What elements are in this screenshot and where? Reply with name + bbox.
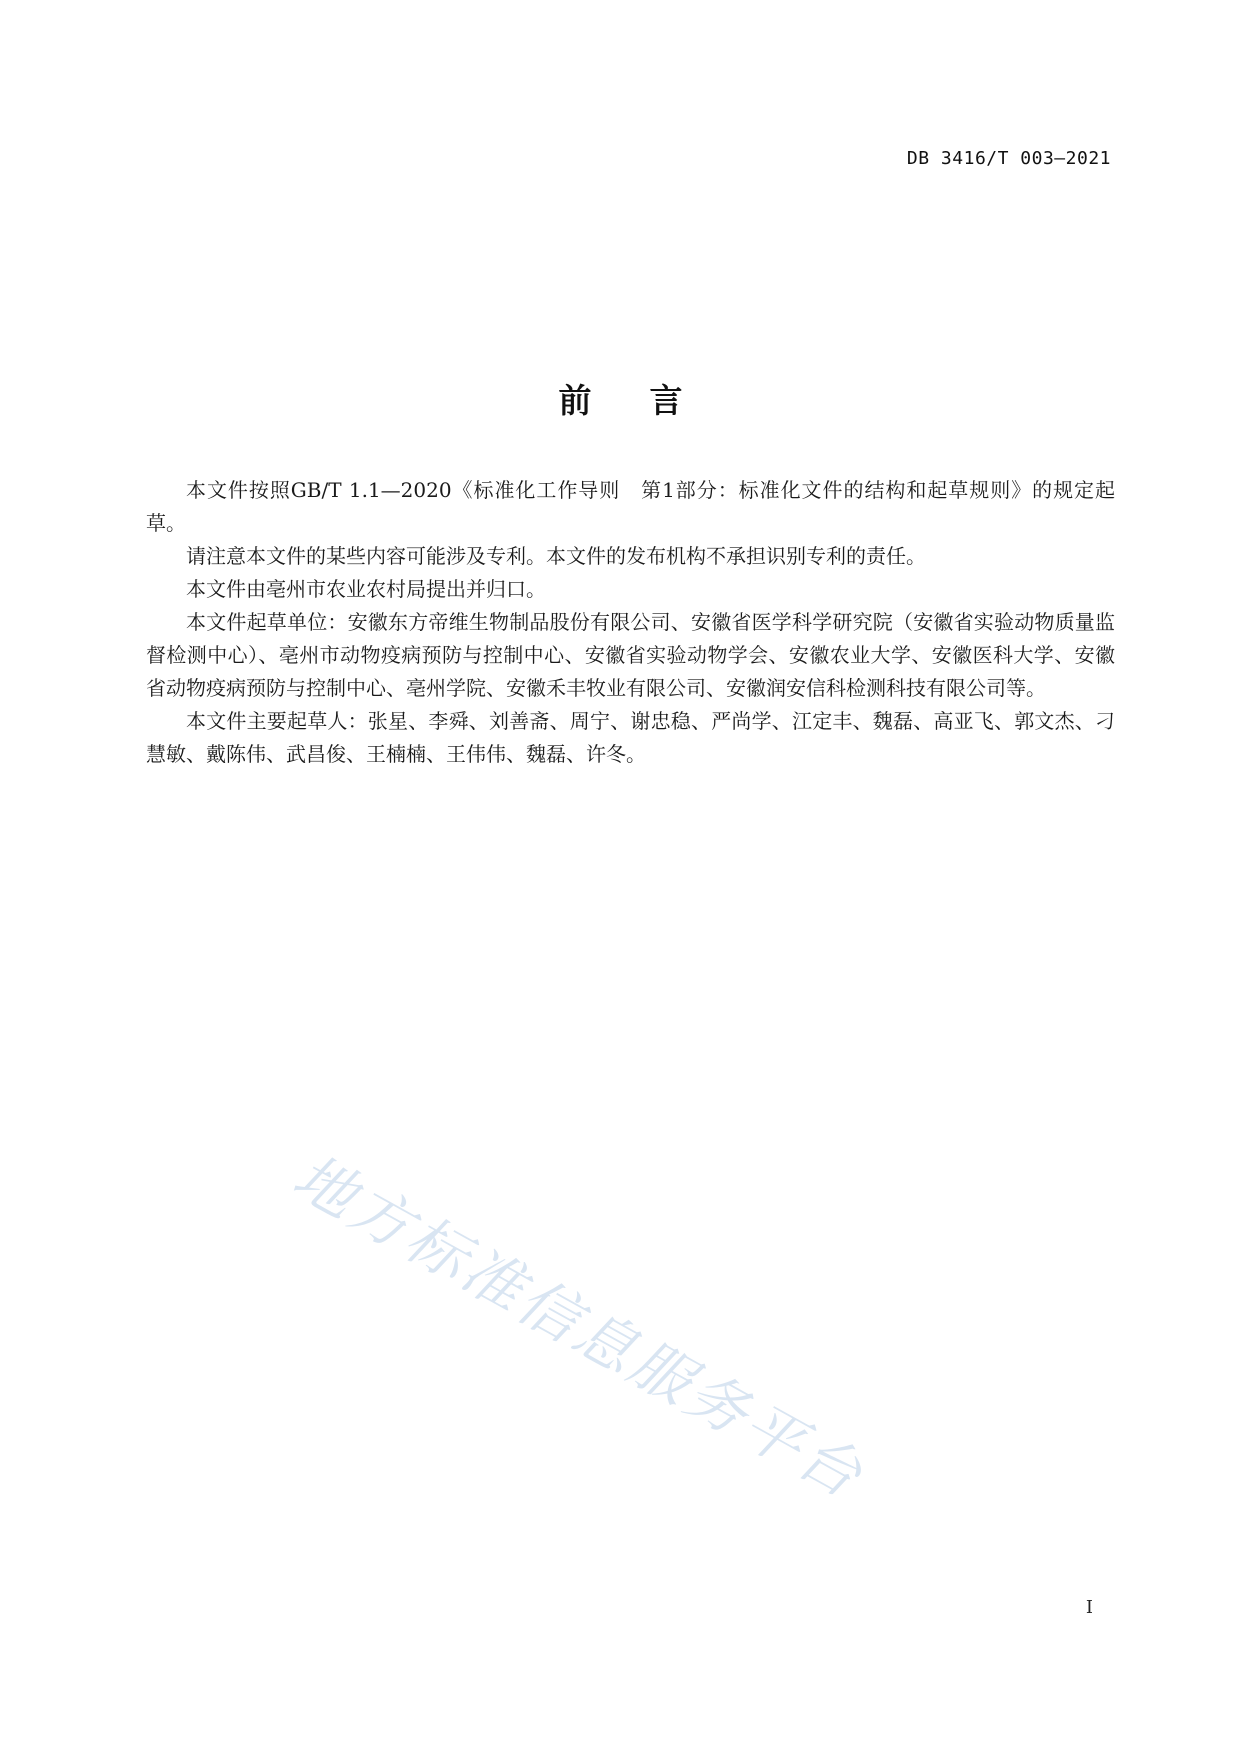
foreword-body <box>146 474 1115 771</box>
paragraph-drafters: 本文件主要起草人：张星、李舜、刘善斋、周宁、谢忠稳、严尚学、江定丰、魏磊、高亚飞、郭文杰、刁慧敏、戴陈伟、武昌俊、王楠楠、王伟伟、魏磊、许冬。 <box>146 709 1115 766</box>
paragraph-drafting-rules: 本文件按照GB/T 1.1—2020《标准化工作导则 第1部分：标准化文件的结构和起草规则》的规定起草。 <box>146 478 1115 535</box>
watermark: 地方标准信息服务平台 <box>281 1141 876 1513</box>
document-code: DB 3416/T 003—2021 <box>906 148 1111 169</box>
paragraph-drafting-units: 本文件起草单位：安徽东方帝维生物制品股份有限公司、安徽省医学科学研究院（安徽省实验动物质量监督检测中心）、亳州市动物疫病预防与控制中心、安徽省实验动物学会、安徽农业大学、安徽医科大学、安徽省动物疫病预防与控制中心、亳州学院、安徽禾丰牧业有限公司、安徽润安信科检测科技有限公司等。 <box>146 610 1115 700</box>
page-number: I <box>1085 1597 1093 1618</box>
section-title: 前言 <box>558 381 741 420</box>
paragraph-proposer: 本文件由亳州市农业农村局提出并归口。 <box>186 577 546 601</box>
paragraph-patent-notice: 请注意本文件的某些内容可能涉及专利。本文件的发布机构不承担识别专利的责任。 <box>186 544 926 568</box>
